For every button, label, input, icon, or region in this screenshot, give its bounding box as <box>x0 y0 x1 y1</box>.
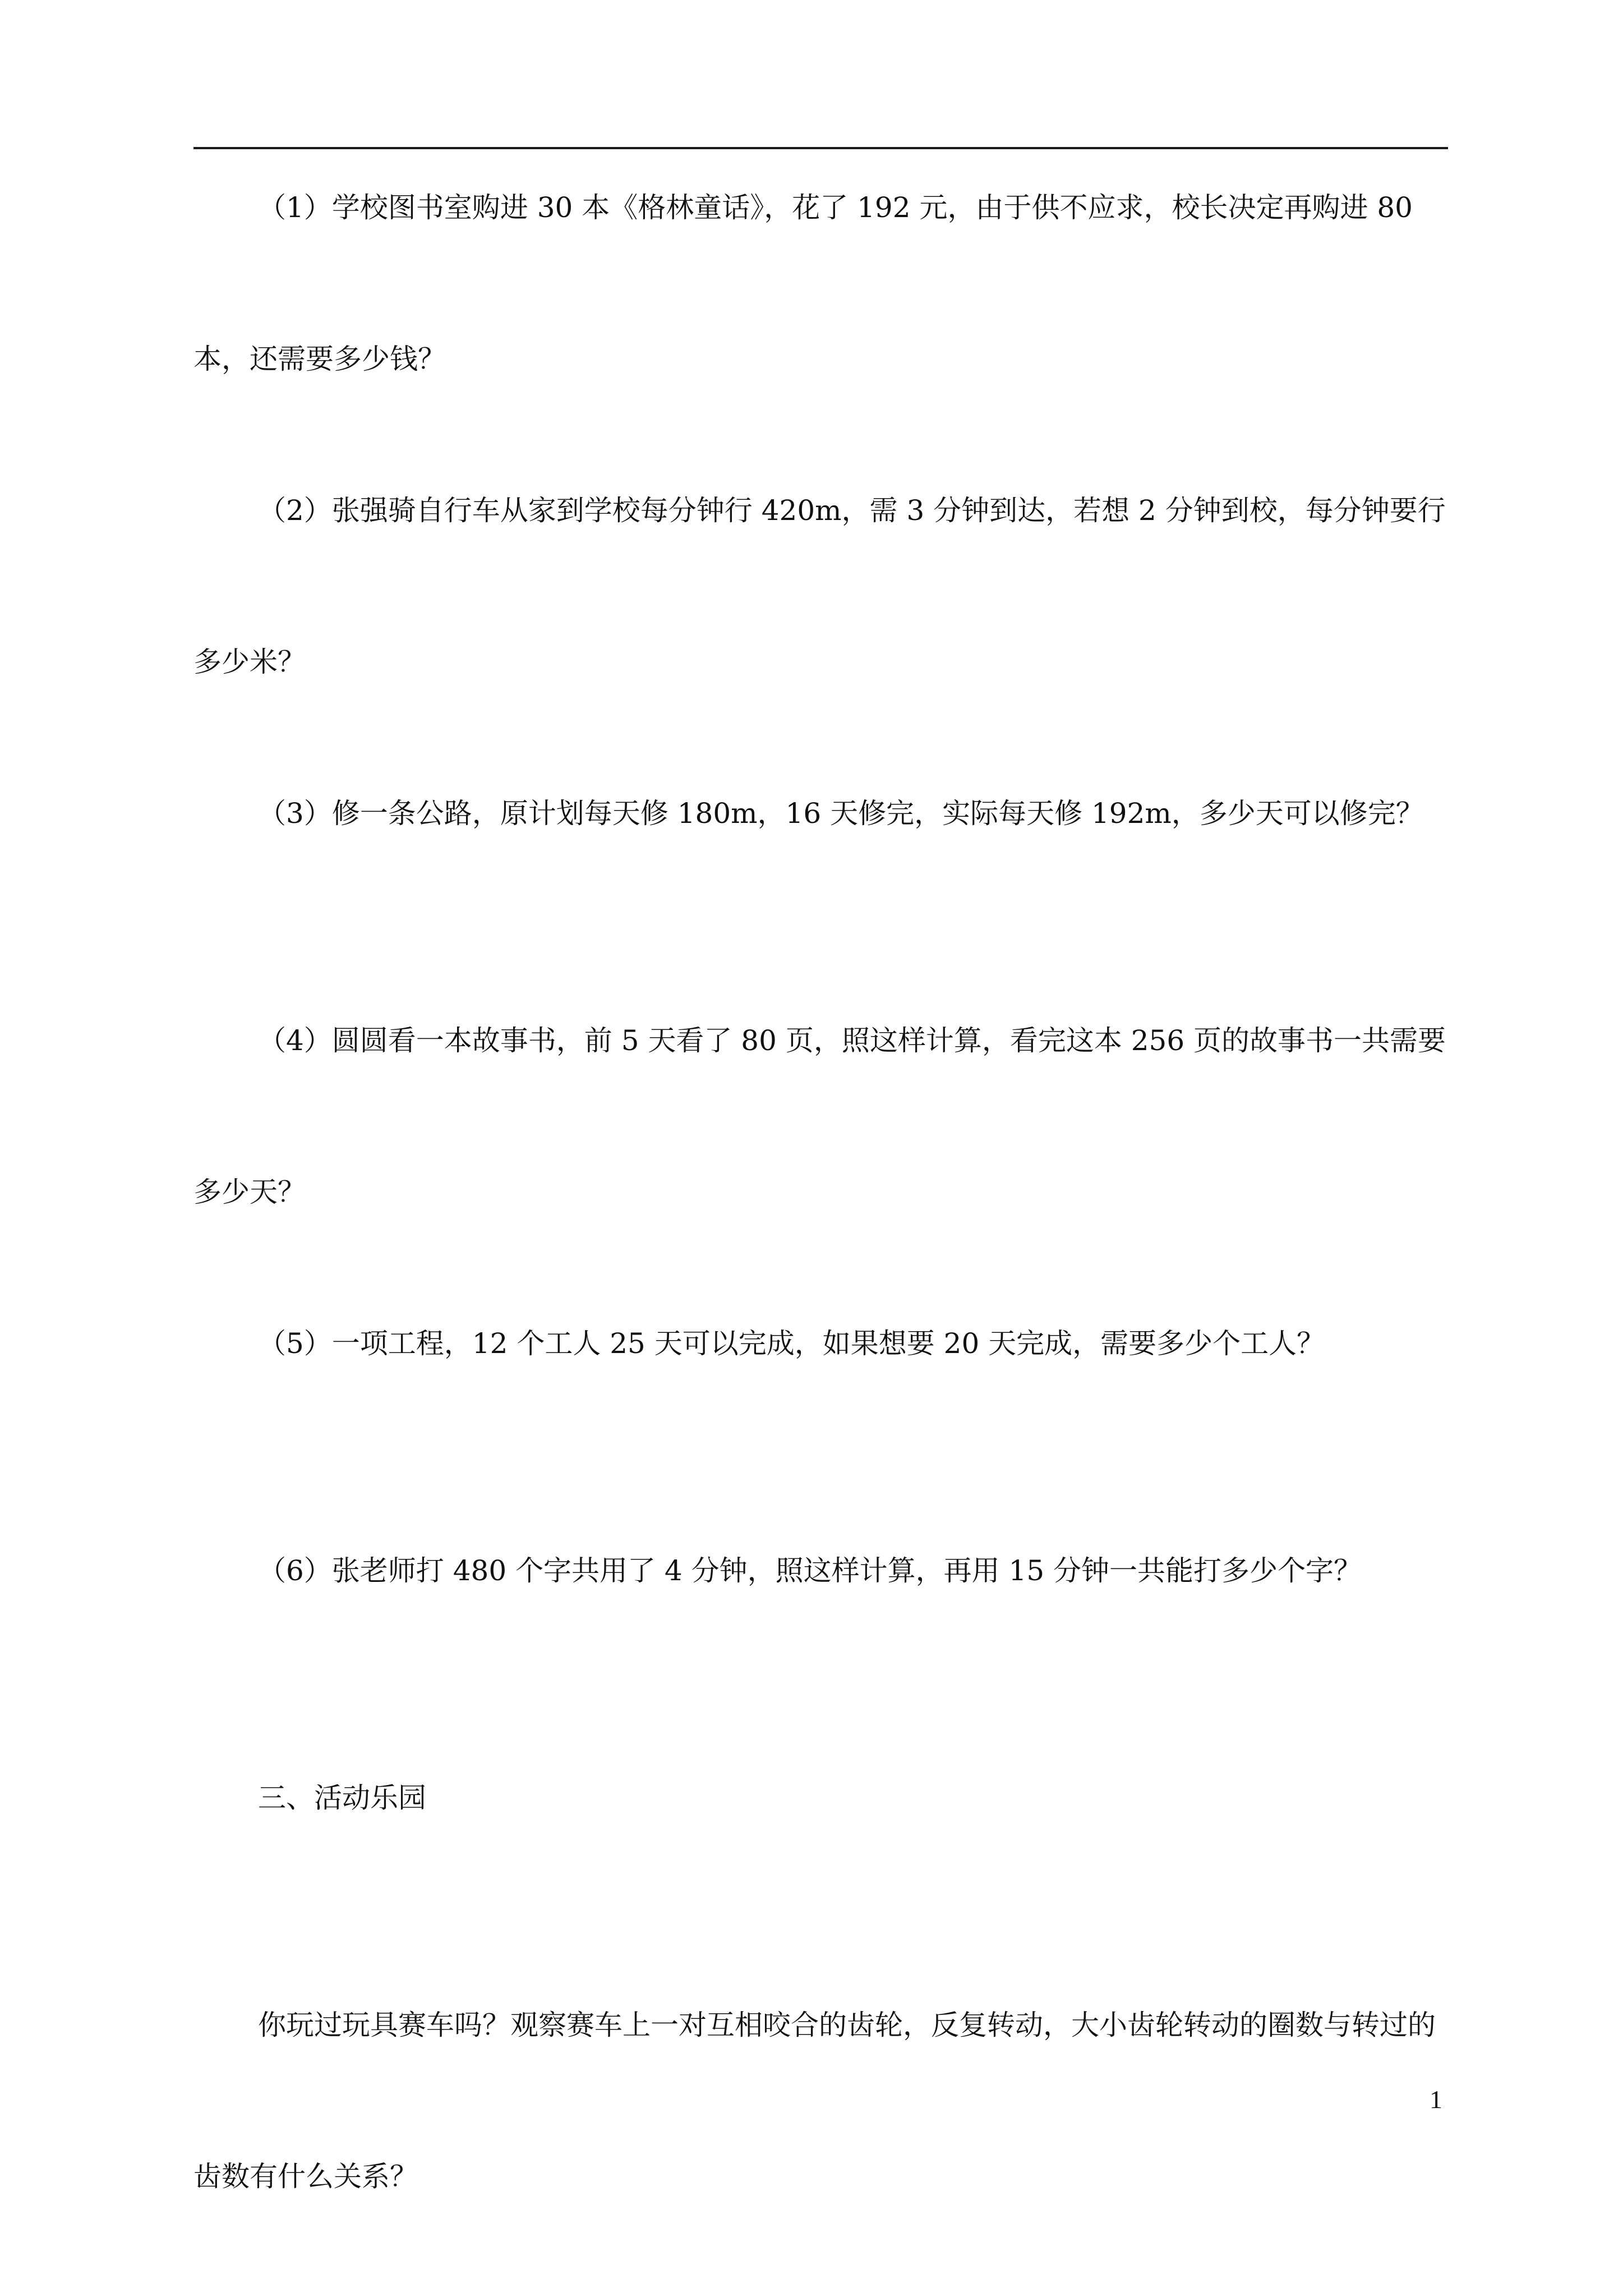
page-number: 1 <box>1430 2085 1442 2114</box>
section-title: 三、活动乐园 <box>258 1782 426 1814</box>
question-3: （3）修一条公路，原计划每天修 180m，16 天修完，实际每天修 192m，多少天可以修完？ <box>258 797 1424 830</box>
question-1: （1）学校图书室购进 30 本《格林童话》，花了 192 元，由于供不应求，校长决定再购进 80 本，还需要多少钱？ <box>193 191 1413 375</box>
question-6: （6）张老师打 480 个字共用了 4 分钟，照这样计算，再用 15 分钟一共能打多少个字？ <box>258 1554 1362 1587</box>
question-2: （2）张强骑自行车从家到学校每分钟行 420m，需 3 分钟到达，若想 2 分钟到校，每分钟要行多少米？ <box>193 494 1446 678</box>
question-5: （5）一项工程，12 个工人 25 天可以完成，如果想要 20 天完成，需要多少个工人？ <box>258 1327 1325 1360</box>
activity-text: 你玩过玩具赛车吗？观察赛车上一对互相咬合的齿轮，反复转动，大小齿轮转动的圈数与转过的齿数有什么关系？ <box>193 2009 1436 2193</box>
question-4: （4）圆圆看一本故事书，前 5 天看了 80 页，照这样计算，看完这本 256 页的故事书一共需要多少天？ <box>193 1024 1446 1208</box>
